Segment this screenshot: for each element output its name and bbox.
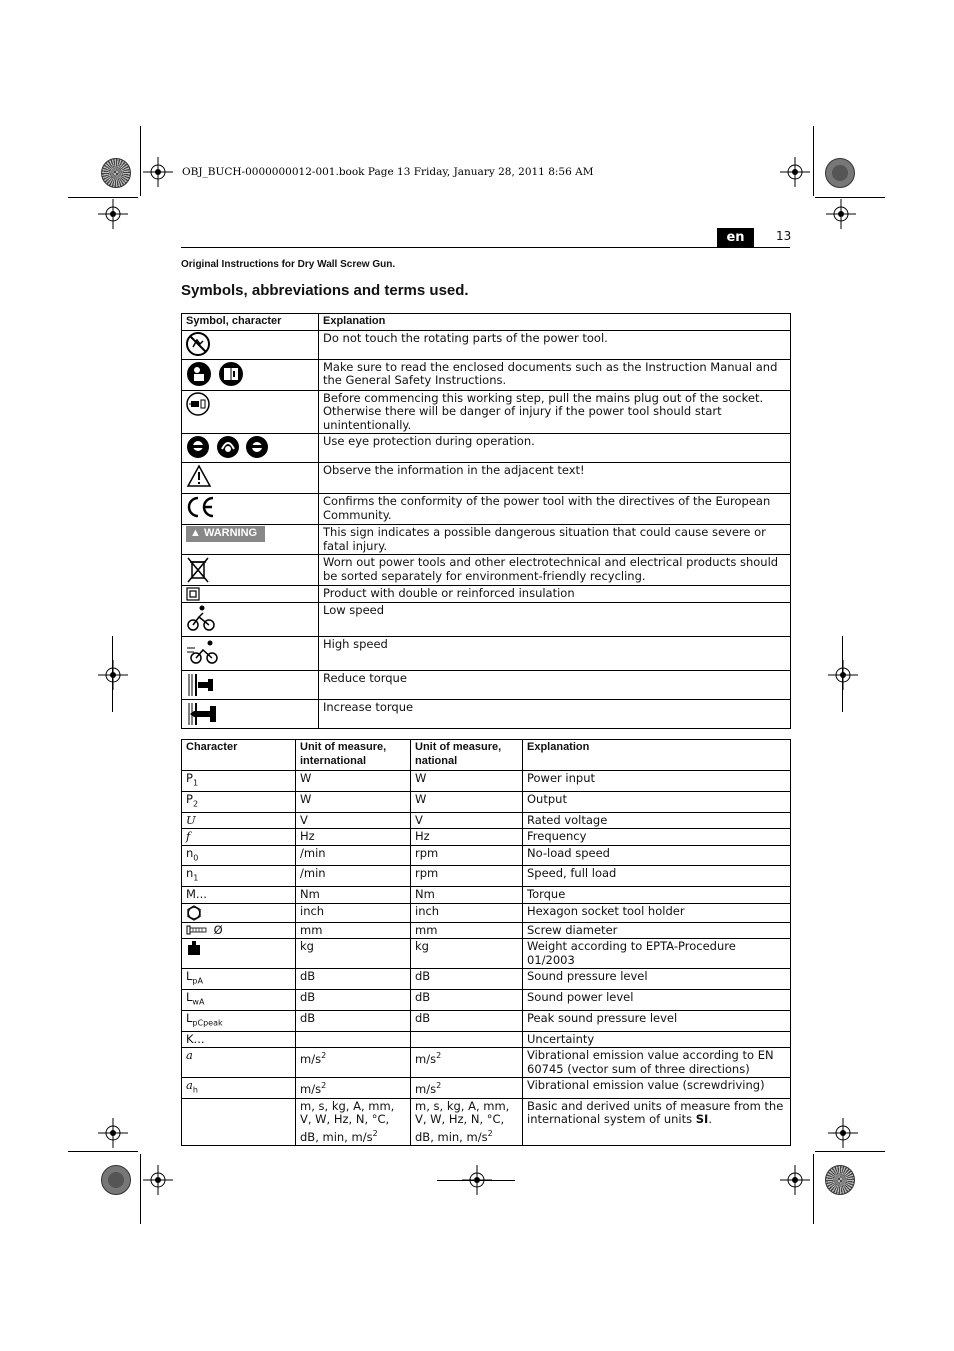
table-row — [182, 359, 791, 390]
character: a — [186, 1078, 193, 1093]
character-cell — [182, 812, 296, 829]
character: L — [186, 1010, 193, 1025]
unit-intl-cell: mm — [296, 922, 411, 939]
character: L — [186, 969, 193, 984]
warning-label: WARNING — [203, 527, 258, 539]
unit-natl-cell: Nm — [411, 887, 523, 904]
character-subscript: 2 — [192, 799, 199, 809]
character-cell — [182, 989, 296, 1010]
table-row — [182, 887, 791, 904]
character-cell — [182, 1098, 296, 1145]
unit-intl-cell: dB — [296, 989, 411, 1010]
character-cell — [182, 845, 296, 866]
eye-protection-icon — [245, 435, 269, 459]
symbol-cell — [182, 434, 319, 463]
table-row — [182, 1078, 791, 1099]
character-subscript: wA — [192, 997, 205, 1007]
weight-icon — [186, 940, 202, 956]
explanation-cell: Low speed — [319, 603, 791, 637]
symbol-cell — [182, 463, 319, 494]
character-subscript: h — [192, 1085, 198, 1095]
crosshair-mark — [780, 1165, 810, 1195]
crosshair-mark — [828, 1118, 858, 1148]
symbol-cell — [182, 359, 319, 390]
explanation-cell: High speed — [319, 637, 791, 671]
increase-torque-icon — [186, 701, 220, 727]
crosshair-mark — [98, 199, 128, 229]
unit-natl-cell — [411, 1098, 523, 1145]
character-cell — [182, 939, 296, 969]
symbol-cell — [182, 671, 319, 700]
unit-intl-cell: /min — [296, 845, 411, 866]
explanation-cell: Torque — [523, 887, 791, 904]
explanation-cell: No-load speed — [523, 845, 791, 866]
character: a — [186, 1048, 193, 1063]
table-row — [182, 969, 791, 990]
registration-rosette-top-left — [101, 158, 131, 188]
explanation-cell: Output — [523, 791, 791, 812]
unit-intl-cell: kg — [296, 939, 411, 969]
unit-superscript: 2 — [321, 1081, 327, 1091]
unit-intl-cell — [296, 1098, 411, 1145]
trim-line — [815, 1151, 885, 1152]
table-row — [182, 1031, 791, 1048]
character: n — [186, 866, 194, 881]
unit-intl-cell: inch — [296, 903, 411, 922]
unit-natl-cell — [411, 1078, 523, 1099]
explanation-cell: Observe the information in the adjacent text! — [319, 463, 791, 494]
trim-line — [112, 636, 113, 712]
character-cell: K... — [182, 1031, 296, 1048]
unit-natl-cell: dB — [411, 969, 523, 990]
unit-intl-cell: /min — [296, 866, 411, 887]
high-speed-icon — [186, 638, 220, 666]
character: f — [186, 829, 191, 844]
unit-natl-cell: dB — [411, 989, 523, 1010]
explanation-cell: Weight according to EPTA-Procedure 01/2003 — [523, 939, 791, 969]
si-abbreviation: SI — [695, 1112, 709, 1127]
table-row — [182, 555, 791, 586]
character-subscript: 1 — [192, 778, 199, 788]
registration-rosette-bottom-right — [825, 1165, 855, 1195]
explanation-cell: Use eye protection during operation. — [319, 434, 791, 463]
explanation-cell: Increase torque — [319, 700, 791, 729]
ear-protection-icon — [216, 435, 240, 459]
face-shield-icon — [186, 435, 210, 459]
character-cell — [182, 771, 296, 792]
unit-superscript: 2 — [436, 1051, 442, 1061]
unit-natl-cell: V — [411, 812, 523, 829]
unit-text: m, s, kg, A, mm, V, W, Hz, N, °C, dB, min, m/s — [415, 1098, 510, 1144]
character-cell: M... — [182, 887, 296, 904]
page-number: 13 — [776, 229, 792, 243]
column-header: Unit of measure, national — [411, 740, 523, 771]
table-row — [182, 939, 791, 969]
crosshair-mark — [143, 1165, 173, 1195]
crosshair-mark — [780, 157, 810, 187]
table-row — [182, 922, 791, 939]
warning-triangle-glyph: ▲ — [190, 527, 204, 539]
table-row — [182, 791, 791, 812]
crosshair-mark — [98, 660, 128, 690]
reduce-torque-icon — [186, 672, 218, 698]
registration-rosette-bottom-left — [101, 1165, 131, 1195]
explanation-cell: Before commencing this working step, pull the mains plug out of the socket. Otherwise there will be danger of injury if the power tool should start unintentionally. — [319, 390, 791, 434]
explanation-cell: Uncertainty — [523, 1031, 791, 1048]
double-insulation-icon — [186, 587, 200, 601]
explanation-cell: Make sure to read the enclosed documents such as the Instruction Manual and the General Safety Instructions. — [319, 359, 791, 390]
ce-mark-icon — [186, 495, 216, 519]
character-cell — [182, 866, 296, 887]
unit-text: m, s, kg, A, mm, V, W, Hz, N, °C, dB, min, m/s — [300, 1098, 395, 1144]
character-cell — [182, 903, 296, 922]
explanation-end: . — [708, 1112, 712, 1127]
unit-intl-cell: Hz — [296, 829, 411, 846]
explanation-cell: Reduce torque — [319, 671, 791, 700]
symbol-cell — [182, 586, 319, 603]
symbols-table — [181, 313, 791, 729]
unit-intl-cell: Nm — [296, 887, 411, 904]
unit-natl-cell: kg — [411, 939, 523, 969]
unit-superscript: 2 — [372, 1128, 378, 1138]
character-subscript: 0 — [193, 852, 199, 862]
table-row — [182, 812, 791, 829]
explanation-cell: Sound pressure level — [523, 969, 791, 990]
unit-natl-cell: rpm — [411, 845, 523, 866]
character: P — [186, 791, 193, 806]
crosshair-mark — [828, 660, 858, 690]
unit-natl-cell: inch — [411, 903, 523, 922]
symbol-cell — [182, 603, 319, 637]
explanation-cell: Vibrational emission value according to EN 60745 (vector sum of three directions) — [523, 1048, 791, 1078]
unit-natl-cell: W — [411, 791, 523, 812]
explanation-cell: Frequency — [523, 829, 791, 846]
unit-natl-cell: W — [411, 771, 523, 792]
registration-rosette-top-right — [825, 158, 855, 188]
trim-line — [842, 636, 843, 712]
table-row — [182, 771, 791, 792]
no-touch-rotating-icon — [186, 332, 210, 356]
table-row — [182, 494, 791, 525]
unit-natl-cell — [411, 1031, 523, 1048]
trim-line — [68, 197, 138, 198]
trim-line — [437, 1180, 515, 1181]
read-manual-icon — [186, 361, 212, 387]
unit-natl-cell: rpm — [411, 866, 523, 887]
symbol-cell — [182, 555, 319, 586]
character-subscript: pCpeak — [192, 1018, 223, 1028]
table-row — [182, 1048, 791, 1078]
column-header: Character — [182, 740, 296, 771]
hexagon-icon — [186, 905, 202, 921]
language-badge: en — [717, 228, 754, 247]
symbol-cell — [182, 494, 319, 525]
explanation-cell: Confirms the conformity of the power tool with the directives of the European Community. — [319, 494, 791, 525]
character: n — [186, 845, 194, 860]
symbol-cell — [182, 390, 319, 434]
explanation-cell: Screw diameter — [523, 922, 791, 939]
trim-line — [140, 1154, 141, 1224]
diameter-symbol: Ø — [213, 922, 223, 937]
character-subscript: pA — [192, 976, 203, 986]
unit-natl-cell: Hz — [411, 829, 523, 846]
warning-triangle-icon — [186, 464, 212, 488]
table-row — [182, 434, 791, 463]
table-row — [182, 525, 791, 555]
explanation-cell: This sign indicates a possible dangerous situation that could cause severe or fatal injury. — [319, 525, 791, 555]
unit-intl-cell: V — [296, 812, 411, 829]
low-speed-icon — [186, 604, 216, 632]
table-row — [182, 586, 791, 603]
unit-intl-cell: W — [296, 791, 411, 812]
character-cell — [182, 1010, 296, 1031]
unit-intl-cell — [296, 1078, 411, 1099]
symbol-cell — [182, 637, 319, 671]
character-cell — [182, 1078, 296, 1099]
crosshair-mark — [826, 199, 856, 229]
unplug-icon — [186, 392, 210, 416]
table-row — [182, 829, 791, 846]
unit-intl-cell: W — [296, 771, 411, 792]
unit-superscript: 2 — [436, 1081, 442, 1091]
table-row — [182, 671, 791, 700]
manual-book-icon — [218, 361, 244, 387]
explanation-cell: Rated voltage — [523, 812, 791, 829]
table-row — [182, 390, 791, 434]
book-info-line: OBJ_BUCH-0000000012-001.book Page 13 Friday, January 28, 2011 8:56 AM — [182, 166, 594, 178]
unit-intl-cell: dB — [296, 1010, 411, 1031]
table-row — [182, 903, 791, 922]
document-subtitle: Original Instructions for Dry Wall Screw Gun. — [181, 259, 396, 270]
character: U — [186, 812, 196, 827]
column-header: Unit of measure, international — [296, 740, 411, 771]
explanation-cell: Speed, full load — [523, 866, 791, 887]
unit-natl-cell — [411, 1048, 523, 1078]
section-title: Symbols, abbreviations and terms used. — [181, 282, 469, 299]
crossed-bin-icon — [186, 556, 210, 584]
explanation-cell — [523, 1098, 791, 1145]
character: L — [186, 989, 193, 1004]
unit-superscript: 2 — [487, 1128, 493, 1138]
trim-line — [813, 1154, 814, 1224]
unit-natl-cell: mm — [411, 922, 523, 939]
table-row — [182, 463, 791, 494]
character-cell — [182, 922, 296, 939]
explanation-text: Basic and derived units of measure from the international system of units — [527, 1098, 784, 1127]
character-cell — [182, 1048, 296, 1078]
table-header-row — [182, 314, 791, 331]
explanation-cell: Hexagon socket tool holder — [523, 903, 791, 922]
crosshair-mark — [143, 157, 173, 187]
explanation-cell: Peak sound pressure level — [523, 1010, 791, 1031]
column-header: Explanation — [319, 314, 791, 331]
trim-line — [815, 197, 885, 198]
unit-superscript: 2 — [321, 1051, 327, 1061]
explanation-cell: Sound power level — [523, 989, 791, 1010]
character-subscript: 1 — [193, 873, 199, 883]
character-cell — [182, 791, 296, 812]
explanation-cell: Do not touch the rotating parts of the power tool. — [319, 330, 791, 359]
table-row — [182, 1098, 791, 1145]
unit-text: m/s — [300, 1081, 322, 1096]
table-row — [182, 989, 791, 1010]
warning-sign-icon — [186, 526, 265, 542]
unit-intl-cell: dB — [296, 969, 411, 990]
character-cell — [182, 829, 296, 846]
header-rule — [181, 247, 790, 248]
table-row — [182, 845, 791, 866]
unit-text: m/s — [300, 1051, 322, 1066]
table-row — [182, 866, 791, 887]
symbol-cell — [182, 525, 319, 555]
table-row — [182, 1010, 791, 1031]
table-row — [182, 637, 791, 671]
character-cell — [182, 969, 296, 990]
unit-text: m/s — [415, 1081, 437, 1096]
trim-line — [68, 1151, 138, 1152]
screw-icon — [186, 925, 208, 935]
explanation-cell: Power input — [523, 771, 791, 792]
unit-intl-cell — [296, 1048, 411, 1078]
explanation-cell: Worn out power tools and other electrotechnical and electrical products should be sorted separately for environment-friendly recycling. — [319, 555, 791, 586]
unit-intl-cell — [296, 1031, 411, 1048]
table-row — [182, 603, 791, 637]
crosshair-mark — [98, 1118, 128, 1148]
trim-line — [813, 126, 814, 196]
trim-line — [140, 126, 141, 196]
table-row — [182, 330, 791, 359]
column-header: Explanation — [523, 740, 791, 771]
table-header-row — [182, 740, 791, 771]
table-row — [182, 700, 791, 729]
column-header: Symbol, character — [182, 314, 319, 331]
explanation-cell: Product with double or reinforced insulation — [319, 586, 791, 603]
unit-text: m/s — [415, 1051, 437, 1066]
units-table — [181, 739, 791, 1146]
unit-natl-cell: dB — [411, 1010, 523, 1031]
symbol-cell — [182, 700, 319, 729]
symbol-cell — [182, 330, 319, 359]
explanation-cell: Vibrational emission value (screwdriving) — [523, 1078, 791, 1099]
character: P — [186, 771, 193, 785]
